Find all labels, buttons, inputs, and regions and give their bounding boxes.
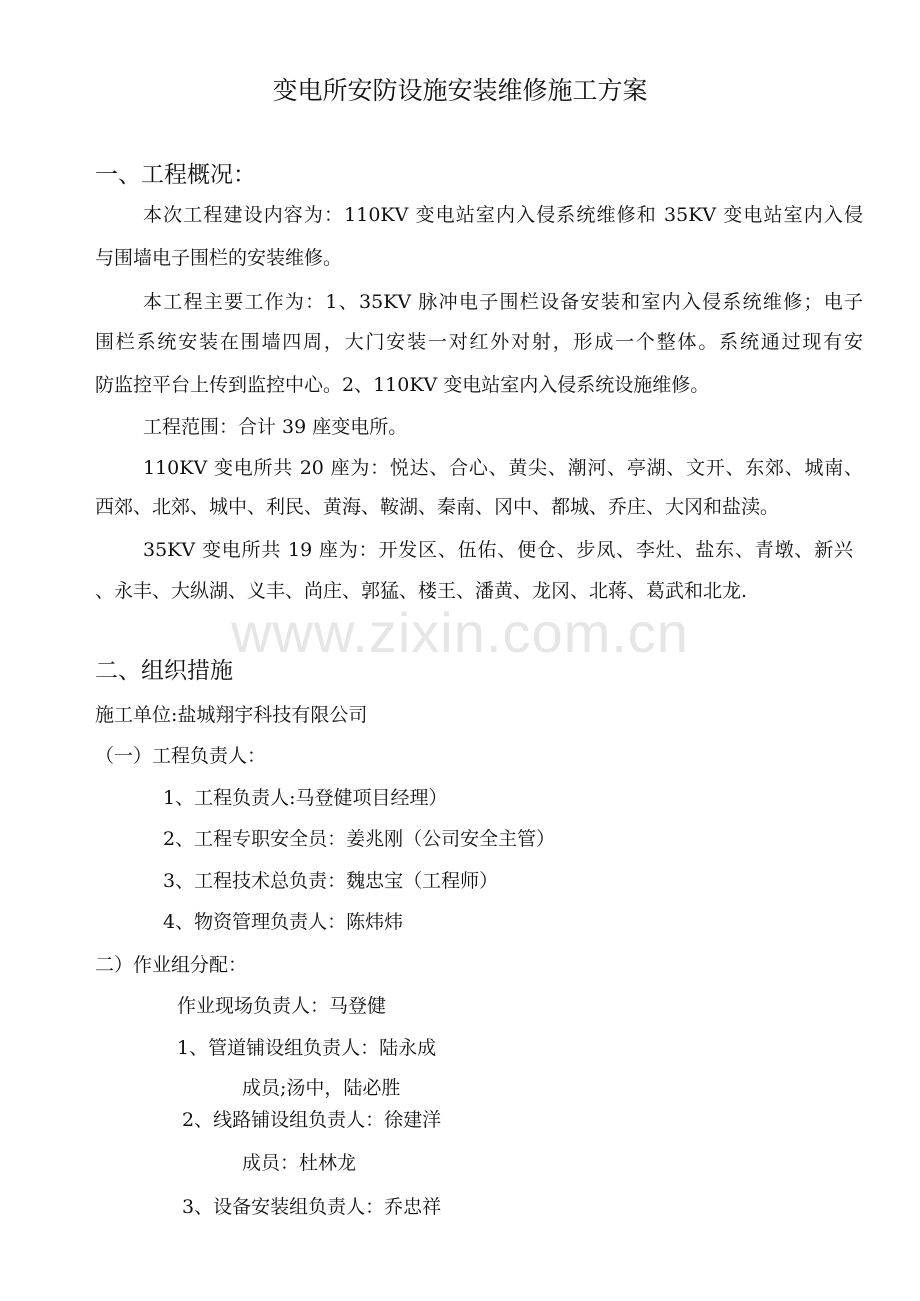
construction-unit: 施工单位:盐城翔宇科技有限公司: [95, 704, 368, 726]
responsible-item-3: 3、工程技术总负责：魏忠宝（工程师）: [163, 870, 499, 892]
paragraph-1-line-1: 本次工程建设内容为：110KV 变电站室内入侵系统维修和 35KV 变电站室内入侵: [143, 204, 863, 226]
document-title: 变电所安防设施安装维修施工方案: [272, 76, 648, 105]
group-3-lead: 3、设备安装组负责人：乔忠祥: [182, 1196, 442, 1218]
responsible-item-4: 4、物资管理负责人：陈炜炜: [163, 911, 404, 933]
responsible-item-1: 1、工程负责人:马登健项目经理）: [163, 787, 448, 809]
watermark: www.zixin.com.cn: [231, 601, 689, 664]
group-1-lead: 1、管道铺设组负责人：陆永成: [177, 1037, 437, 1059]
paragraph-3-line-1: 110KV 变电所共 20 座为：悦达、合心、黄尖、潮河、亭湖、文开、东郊、城南、: [143, 457, 863, 479]
scope-line: 工程范围：合计 39 座变电所。: [143, 416, 408, 438]
group-1-members: 成员;汤中，陆必胜: [242, 1077, 401, 1099]
site-lead: 作业现场负责人：马登健: [177, 995, 387, 1017]
paragraph-4-line-1: 35KV 变电所共 19 座为：开发区、伍佑、便仓、步凤、李灶、盐东、青墩、新兴: [143, 539, 853, 561]
group-2-lead: 2、线路铺设组负责人：徐建洋: [182, 1109, 442, 1131]
group-2-members: 成员：杜林龙: [242, 1152, 357, 1174]
section-1-heading: 一、工程概况：: [95, 162, 256, 188]
subsection-1-heading: （一）工程负责人：: [95, 745, 267, 767]
paragraph-1-line-2: 与围墙电子围栏的安装维修。: [95, 247, 343, 269]
paragraph-3-line-2: 西郊、北郊、城中、利民、黄海、鞍湖、秦南、冈中、都城、乔庄、大冈和盐渎。: [95, 496, 780, 518]
paragraph-2-line-1: 本工程主要工作为：1、35KV 脉冲电子围栏设备安装和室内入侵系统维修；电子: [143, 291, 863, 313]
paragraph-2-line-2: 围栏系统安装在围墙四周，大门安装一对红外对射，形成一个整体。系统通过现有安: [95, 331, 863, 353]
paragraph-2-line-3: 防监控平台上传到监控中心。2、110KV 变电站室内入侵系统设施维修。: [95, 374, 710, 396]
paragraph-4-line-2: 、永丰、大纵湖、义丰、尚庄、郭猛、楼王、潘黄、龙冈、北蒋、葛武和北龙.: [95, 580, 748, 602]
subsection-2-heading: 二）作业组分配：: [95, 954, 248, 976]
section-2-heading: 二、组织措施: [95, 658, 233, 684]
responsible-item-2: 2、工程专职安全员：姜兆刚（公司安全主管）: [163, 828, 556, 850]
